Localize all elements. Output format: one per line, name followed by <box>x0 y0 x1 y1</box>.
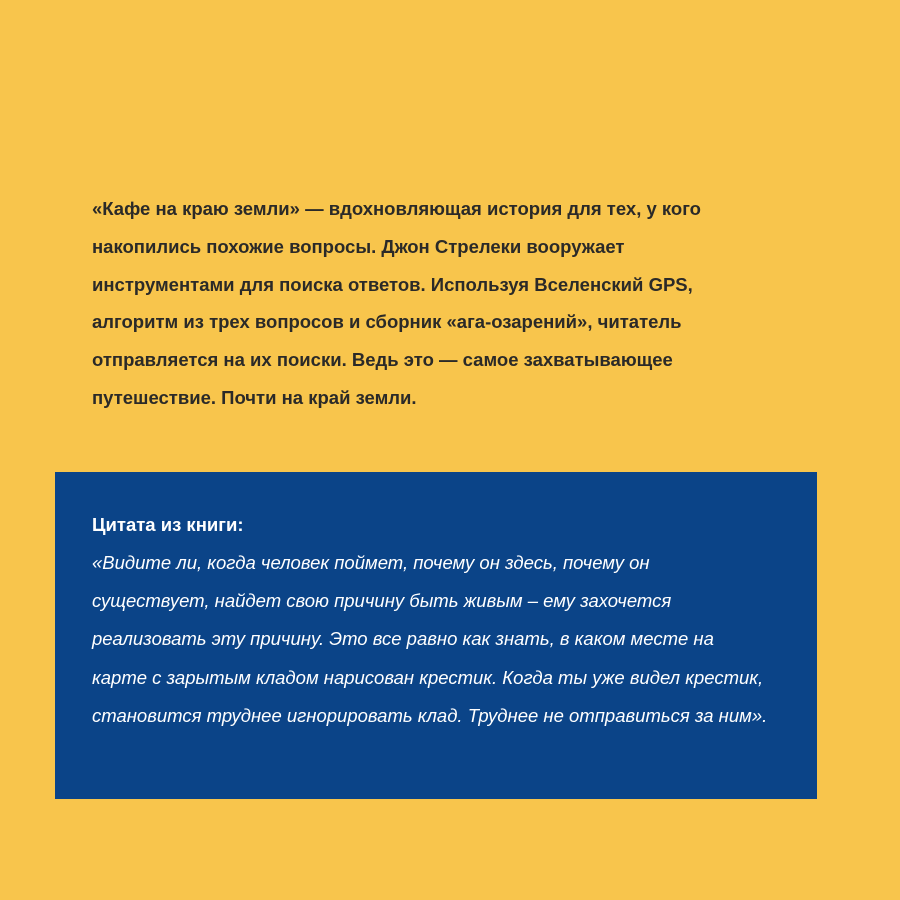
quote-text: «Видите ли, когда человек поймет, почему он здесь, почему он существует, найдет свою причину быть живым – ему захочется реализовать эту причину. Это все равно как знать, в каком месте на карте с зарытым кладом нарисован крестик. Когда ты уже видел крестик, становится труднее игнорировать клад. Труднее не отправиться за ним». <box>92 552 768 726</box>
book-description: «Кафе на краю земли» — вдохновляющая история для тех, у кого накопились похожие вопросы. Джон Стрелеки вооружает инструментами для поиска ответов. Используя Вселенский GPS, алгоритм из трех вопросов и сборник «ага-озарений», читатель отправляется на их поиски. Ведь это — самое захватывающее путешествие. Почти на край земли. <box>92 198 701 408</box>
quote-box <box>55 472 817 799</box>
quote-heading: Цитата из книги: <box>92 514 244 535</box>
